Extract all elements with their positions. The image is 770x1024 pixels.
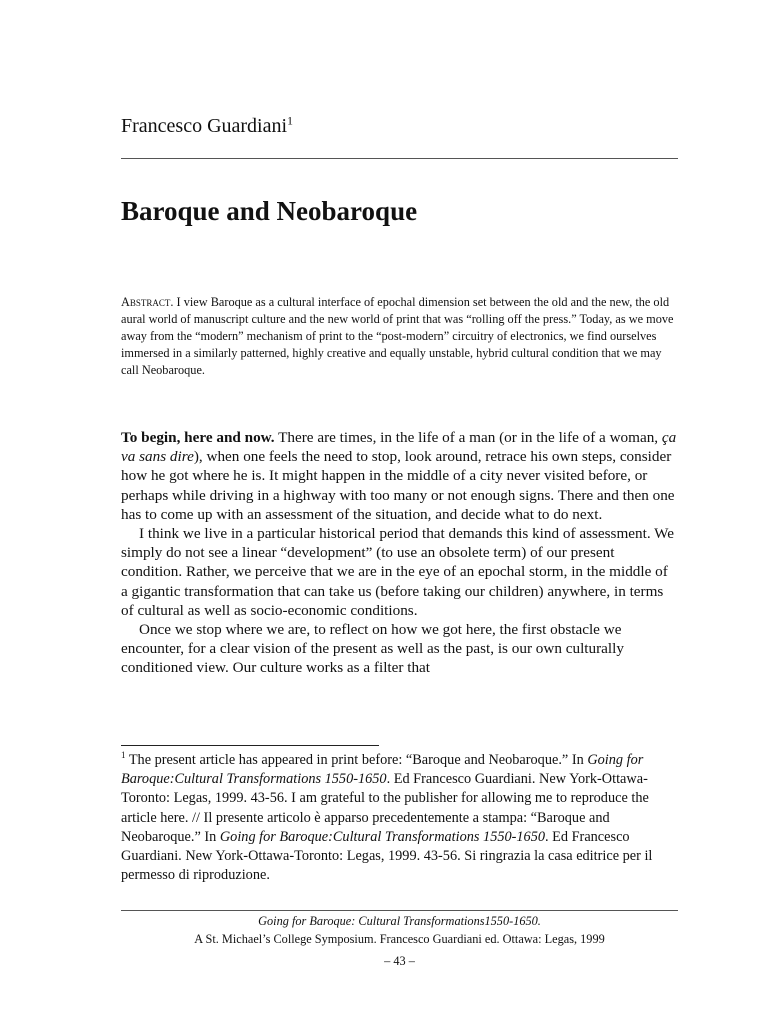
page-number: – 43 – (384, 954, 415, 968)
source-citation (121, 912, 678, 948)
source-title: Going for Baroque: Cultural Transformations1550-1650. (258, 914, 541, 928)
source-details: A St. Michael’s College Symposium. Francesco Guardiani ed. Ottawa: Legas, 1999 (194, 932, 605, 946)
author-footnote-mark: 1 (287, 113, 294, 128)
article-body (121, 428, 678, 678)
author-name: Francesco Guardiani$^1$ (121, 113, 294, 137)
paragraph-1: To begin, here and now. There are times, in the life of a man (or in the life of a woman, ça va sans dire), when one feels the need to stop, look around, retrace his own steps, consider how he got where he is. It might happen in the middle of a city never visited before, or perhaps while driving in a highway with too many or not enough signs. There and then one has to come up with an assessment of the situation, and decide what to do next. (121, 429, 677, 523)
abstract-text: I view Baroque as a cultural interface of epochal dimension set between the old and the new, the old aural world of manuscript culture and the new world of print that was “rolling off the press.” Today, as we move away from the “modern” mechanism of print to the “post-modern” circuitry of electronics, we find ourselves immersed in a similarly patterned, highly creative and equally unstable, hybrid cultural condition that we may call Neobaroque. (121, 295, 674, 377)
abstract (121, 294, 678, 379)
footnote-mark: 1 (121, 750, 126, 761)
abstract-label: Abstract. (121, 295, 174, 309)
article-title: Baroque and Neobaroque (121, 196, 418, 226)
paragraph-3: Once we stop where we are, to reflect on how we got here, the first obstacle we encounter, for a clear vision of the present as well as the past, is our own culturally conditioned view. Our culture works as a filter that (121, 621, 624, 677)
section-lead: To begin, here and now. (121, 429, 275, 446)
footnote-rule (121, 745, 379, 746)
source-rule (121, 910, 678, 911)
footnote: $^1$ The present article has appeared in print before: “Baroque and Neobaroque.” In Going for Baroque:Cultural Transformations 1550-1650. Ed Francesco Guardiani. New York-Ottawa-Toronto: Legas, 1999. 43-56. I am grateful to the publisher for allowing me to reproduce the article here. // Il presente articolo è apparso precedentemente a stampa: “Baroque and Neobaroque.” In Going for Baroque:Cultural Transformations 1550-1650. Ed Francesco Guardiani. New York-Ottawa-Toronto: Legas, 1999. 43-56. Si ringrazia la casa editrice per il permesso di riproduzione. (121, 750, 653, 884)
header-rule (121, 158, 678, 159)
paragraph-2: I think we live in a particular historical period that demands this kind of assessment. We simply do not see a linear “development” (to use an obsolete term) of our present condition. Rather, we perceive that we are in the eye of an epochal storm, in the middle of a gigantic transformation that can take us (before taking our children) anywhere, in terms of cultural as well as socio-economic conditions. (121, 525, 674, 619)
